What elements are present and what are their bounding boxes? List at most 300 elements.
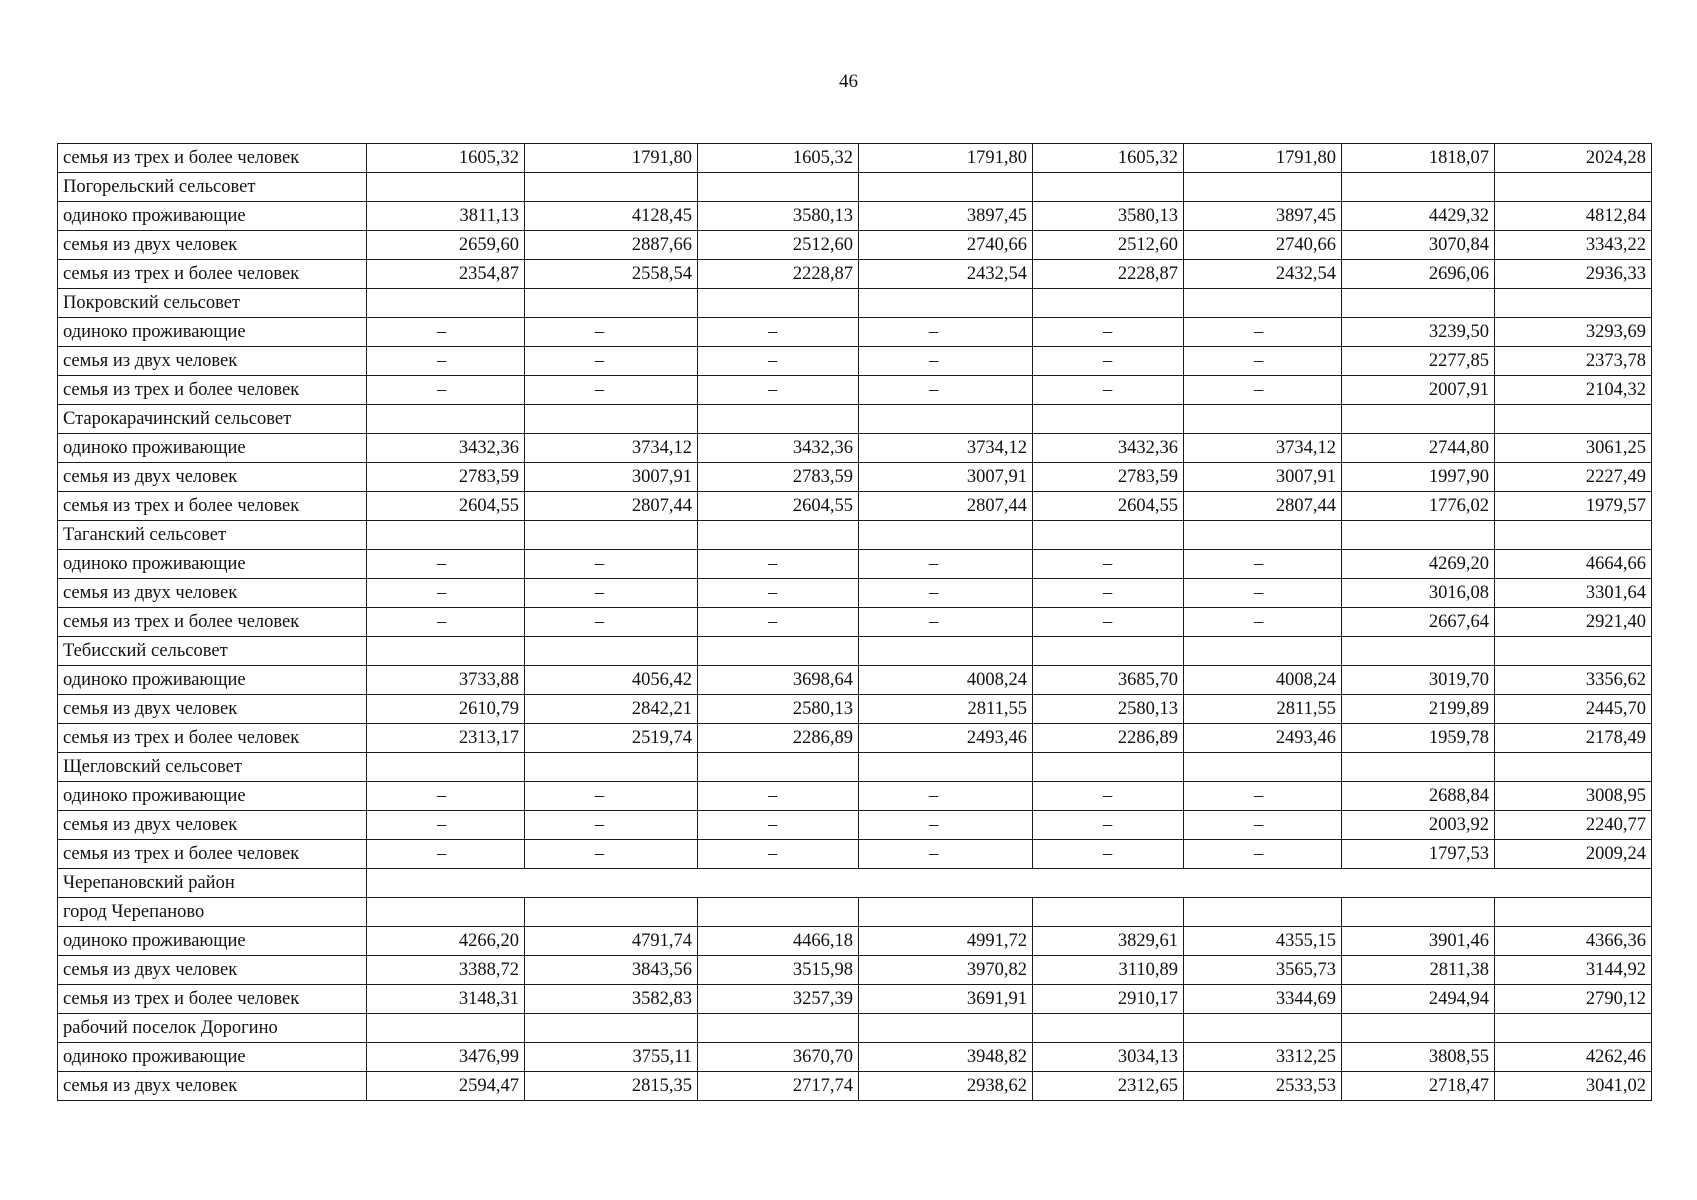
- empty-cell: [698, 289, 859, 318]
- value-cell: 3580,13: [1033, 202, 1184, 231]
- value-cell: –: [859, 608, 1033, 637]
- value-cell: 2286,89: [698, 724, 859, 753]
- row-label: семья из трех и более человек: [58, 724, 367, 753]
- table-row: [58, 666, 1652, 695]
- value-cell: 2740,66: [1184, 231, 1342, 260]
- value-cell: 2740,66: [859, 231, 1033, 260]
- value-cell: –: [525, 608, 698, 637]
- empty-cell: [1342, 753, 1495, 782]
- value-cell: 2493,46: [1184, 724, 1342, 753]
- value-cell: 4429,32: [1342, 202, 1495, 231]
- empty-cell: [367, 637, 525, 666]
- empty-cell: [1033, 289, 1184, 318]
- value-cell: –: [1184, 782, 1342, 811]
- value-cell: 4008,24: [859, 666, 1033, 695]
- value-cell: –: [698, 550, 859, 579]
- value-cell: –: [1033, 840, 1184, 869]
- value-cell: 2610,79: [367, 695, 525, 724]
- empty-cell: [525, 753, 698, 782]
- value-cell: 3148,31: [367, 985, 525, 1014]
- empty-cell: [698, 753, 859, 782]
- empty-cell: [1184, 405, 1342, 434]
- section-row: [58, 898, 1652, 927]
- row-label: семья из трех и более человек: [58, 376, 367, 405]
- table-row: [58, 840, 1652, 869]
- value-cell: –: [1033, 579, 1184, 608]
- table-row: [58, 1043, 1652, 1072]
- empty-cell: [367, 898, 525, 927]
- value-cell: 2228,87: [698, 260, 859, 289]
- value-cell: –: [859, 376, 1033, 405]
- value-cell: 2688,84: [1342, 782, 1495, 811]
- value-cell: –: [367, 579, 525, 608]
- section-label: город Черепаново: [58, 898, 367, 927]
- table-row: [58, 811, 1652, 840]
- empty-cell: [1184, 1014, 1342, 1043]
- value-cell: –: [859, 347, 1033, 376]
- value-cell: 2313,17: [367, 724, 525, 753]
- value-cell: 2811,55: [859, 695, 1033, 724]
- empty-cell: [525, 173, 698, 202]
- value-cell: 2783,59: [698, 463, 859, 492]
- value-cell: 2199,89: [1342, 695, 1495, 724]
- value-cell: –: [1033, 347, 1184, 376]
- value-cell: 2494,94: [1342, 985, 1495, 1014]
- value-cell: 3432,36: [698, 434, 859, 463]
- value-cell: 3670,70: [698, 1043, 859, 1072]
- section-label: Погорельский сельсовет: [58, 173, 367, 202]
- empty-cell: [1495, 405, 1652, 434]
- district-row: [58, 869, 1652, 898]
- empty-cell: [698, 521, 859, 550]
- value-cell: –: [698, 347, 859, 376]
- value-cell: 3144,92: [1495, 956, 1652, 985]
- value-cell: –: [698, 579, 859, 608]
- value-cell: –: [525, 782, 698, 811]
- value-cell: 2921,40: [1495, 608, 1652, 637]
- value-cell: –: [698, 608, 859, 637]
- value-cell: –: [1184, 376, 1342, 405]
- value-cell: –: [525, 811, 698, 840]
- row-label: семья из двух человек: [58, 463, 367, 492]
- empty-cell: [1495, 521, 1652, 550]
- empty-cell: [1184, 289, 1342, 318]
- value-cell: 3691,91: [859, 985, 1033, 1014]
- value-cell: 4466,18: [698, 927, 859, 956]
- empty-cell: [1033, 1014, 1184, 1043]
- section-row: [58, 521, 1652, 550]
- value-cell: 2354,87: [367, 260, 525, 289]
- value-cell: 1979,57: [1495, 492, 1652, 521]
- empty-cell: [859, 898, 1033, 927]
- empty-cell: [1184, 753, 1342, 782]
- row-label: семья из двух человек: [58, 231, 367, 260]
- row-label: семья из двух человек: [58, 956, 367, 985]
- table-row: [58, 608, 1652, 637]
- empty-cell: [1495, 753, 1652, 782]
- value-cell: 4128,45: [525, 202, 698, 231]
- value-cell: 4056,42: [525, 666, 698, 695]
- empty-cell: [367, 289, 525, 318]
- value-cell: 2936,33: [1495, 260, 1652, 289]
- value-cell: 2842,21: [525, 695, 698, 724]
- value-cell: –: [1033, 550, 1184, 579]
- table-row: [58, 434, 1652, 463]
- value-cell: 2696,06: [1342, 260, 1495, 289]
- value-cell: –: [525, 376, 698, 405]
- value-cell: 3061,25: [1495, 434, 1652, 463]
- value-cell: 3301,64: [1495, 579, 1652, 608]
- value-cell: 2512,60: [1033, 231, 1184, 260]
- empty-cell: [367, 1014, 525, 1043]
- row-label: семья из двух человек: [58, 579, 367, 608]
- section-label: Таганский сельсовет: [58, 521, 367, 550]
- section-row: [58, 289, 1652, 318]
- value-cell: 2938,62: [859, 1072, 1033, 1101]
- row-label: семья из двух человек: [58, 695, 367, 724]
- empty-cell: [698, 637, 859, 666]
- value-cell: 2104,32: [1495, 376, 1652, 405]
- value-cell: 1605,32: [698, 144, 859, 173]
- value-cell: 4366,36: [1495, 927, 1652, 956]
- value-cell: 1605,32: [1033, 144, 1184, 173]
- empty-cell: [1033, 637, 1184, 666]
- row-label: одиноко проживающие: [58, 202, 367, 231]
- value-cell: 2003,92: [1342, 811, 1495, 840]
- empty-cell: [1184, 521, 1342, 550]
- empty-cell: [367, 753, 525, 782]
- row-label: семья из трех и более человек: [58, 985, 367, 1014]
- value-cell: –: [367, 318, 525, 347]
- section-label: Старокарачинский сельсовет: [58, 405, 367, 434]
- empty-cell: [1342, 405, 1495, 434]
- value-cell: 3432,36: [1033, 434, 1184, 463]
- value-cell: –: [698, 811, 859, 840]
- section-label: Щегловский сельсовет: [58, 753, 367, 782]
- value-cell: –: [1184, 811, 1342, 840]
- value-cell: 3356,62: [1495, 666, 1652, 695]
- value-cell: 2512,60: [698, 231, 859, 260]
- value-cell: 3257,39: [698, 985, 859, 1014]
- value-cell: 2811,38: [1342, 956, 1495, 985]
- empty-cell: [1495, 289, 1652, 318]
- table-row: [58, 231, 1652, 260]
- empty-cell: [525, 898, 698, 927]
- value-cell: –: [859, 840, 1033, 869]
- empty-cell: [1184, 637, 1342, 666]
- value-cell: 2807,44: [1184, 492, 1342, 521]
- empty-cell: [367, 521, 525, 550]
- value-cell: 2580,13: [1033, 695, 1184, 724]
- value-cell: 3843,56: [525, 956, 698, 985]
- value-cell: 2178,49: [1495, 724, 1652, 753]
- value-cell: 4269,20: [1342, 550, 1495, 579]
- value-cell: 4991,72: [859, 927, 1033, 956]
- value-cell: 3007,91: [525, 463, 698, 492]
- value-cell: 2312,65: [1033, 1072, 1184, 1101]
- row-label: семья из двух человек: [58, 347, 367, 376]
- value-cell: 2432,54: [1184, 260, 1342, 289]
- table-row: [58, 985, 1652, 1014]
- value-cell: 3734,12: [1184, 434, 1342, 463]
- empty-cell: [859, 173, 1033, 202]
- value-cell: 3312,25: [1184, 1043, 1342, 1072]
- value-cell: 1791,80: [525, 144, 698, 173]
- value-cell: –: [698, 782, 859, 811]
- value-cell: 2718,47: [1342, 1072, 1495, 1101]
- value-cell: 4791,74: [525, 927, 698, 956]
- value-cell: –: [1033, 608, 1184, 637]
- section-label: Покровский сельсовет: [58, 289, 367, 318]
- value-cell: 3948,82: [859, 1043, 1033, 1072]
- value-cell: –: [859, 782, 1033, 811]
- value-cell: 3034,13: [1033, 1043, 1184, 1072]
- value-cell: 4008,24: [1184, 666, 1342, 695]
- value-cell: 1797,53: [1342, 840, 1495, 869]
- empty-cell: [859, 637, 1033, 666]
- value-cell: –: [859, 318, 1033, 347]
- value-cell: 2744,80: [1342, 434, 1495, 463]
- value-cell: 2815,35: [525, 1072, 698, 1101]
- value-cell: –: [367, 550, 525, 579]
- empty-cell: [1495, 173, 1652, 202]
- value-cell: 4812,84: [1495, 202, 1652, 231]
- value-cell: 2493,46: [859, 724, 1033, 753]
- value-cell: 3811,13: [367, 202, 525, 231]
- row-label: одиноко проживающие: [58, 434, 367, 463]
- value-cell: 2790,12: [1495, 985, 1652, 1014]
- row-label: одиноко проживающие: [58, 550, 367, 579]
- value-cell: –: [525, 579, 698, 608]
- value-cell: 2007,91: [1342, 376, 1495, 405]
- value-cell: –: [859, 579, 1033, 608]
- value-cell: 3041,02: [1495, 1072, 1652, 1101]
- value-cell: 3580,13: [698, 202, 859, 231]
- value-cell: 3476,99: [367, 1043, 525, 1072]
- empty-cell: [698, 173, 859, 202]
- table-row: [58, 695, 1652, 724]
- value-cell: 2009,24: [1495, 840, 1652, 869]
- section-row: [58, 405, 1652, 434]
- value-cell: –: [698, 840, 859, 869]
- value-cell: 3565,73: [1184, 956, 1342, 985]
- value-cell: –: [367, 840, 525, 869]
- value-cell: 1776,02: [1342, 492, 1495, 521]
- value-cell: –: [1033, 376, 1184, 405]
- row-label: семья из трех и более человек: [58, 840, 367, 869]
- empty-cell: [525, 637, 698, 666]
- value-cell: 3344,69: [1184, 985, 1342, 1014]
- value-cell: 2604,55: [1033, 492, 1184, 521]
- table-row: [58, 347, 1652, 376]
- value-cell: 3734,12: [525, 434, 698, 463]
- value-cell: 3734,12: [859, 434, 1033, 463]
- value-cell: 4266,20: [367, 927, 525, 956]
- table-body: [58, 144, 1652, 1101]
- value-cell: 2807,44: [859, 492, 1033, 521]
- value-cell: 3970,82: [859, 956, 1033, 985]
- value-cell: –: [698, 318, 859, 347]
- value-cell: 1818,07: [1342, 144, 1495, 173]
- value-cell: 3239,50: [1342, 318, 1495, 347]
- value-cell: –: [525, 347, 698, 376]
- value-cell: 2604,55: [367, 492, 525, 521]
- empty-cell: [525, 405, 698, 434]
- value-cell: 2533,53: [1184, 1072, 1342, 1101]
- table-row: [58, 1072, 1652, 1101]
- table-row: [58, 782, 1652, 811]
- table-row: [58, 260, 1652, 289]
- value-cell: 2432,54: [859, 260, 1033, 289]
- table-row: [58, 202, 1652, 231]
- value-cell: 3685,70: [1033, 666, 1184, 695]
- empty-cell: [1342, 1014, 1495, 1043]
- empty-cell: [1342, 521, 1495, 550]
- value-cell: 3007,91: [1184, 463, 1342, 492]
- empty-cell: [1495, 1014, 1652, 1043]
- value-cell: 3070,84: [1342, 231, 1495, 260]
- empty-cell: [1342, 173, 1495, 202]
- value-cell: 2240,77: [1495, 811, 1652, 840]
- empty-cell: [1184, 898, 1342, 927]
- value-cell: 2227,49: [1495, 463, 1652, 492]
- value-cell: –: [1184, 840, 1342, 869]
- value-cell: 1791,80: [1184, 144, 1342, 173]
- value-cell: 2659,60: [367, 231, 525, 260]
- table-row: [58, 550, 1652, 579]
- value-cell: 3293,69: [1495, 318, 1652, 347]
- value-cell: 2604,55: [698, 492, 859, 521]
- value-cell: –: [1033, 811, 1184, 840]
- value-cell: 2373,78: [1495, 347, 1652, 376]
- value-cell: 2807,44: [525, 492, 698, 521]
- value-cell: 2580,13: [698, 695, 859, 724]
- row-label: одиноко проживающие: [58, 666, 367, 695]
- row-label: одиноко проживающие: [58, 1043, 367, 1072]
- value-cell: 1997,90: [1342, 463, 1495, 492]
- value-cell: 3343,22: [1495, 231, 1652, 260]
- value-cell: 2277,85: [1342, 347, 1495, 376]
- empty-cell: [1184, 173, 1342, 202]
- empty-cell: [1342, 637, 1495, 666]
- row-label: семья из трех и более человек: [58, 260, 367, 289]
- value-cell: 3582,83: [525, 985, 698, 1014]
- value-cell: –: [1033, 782, 1184, 811]
- value-cell: 3019,70: [1342, 666, 1495, 695]
- empty-cell: [859, 1014, 1033, 1043]
- value-cell: 3755,11: [525, 1043, 698, 1072]
- empty-cell: [859, 521, 1033, 550]
- value-cell: 2445,70: [1495, 695, 1652, 724]
- empty-cell: [1495, 898, 1652, 927]
- section-label: рабочий поселок Дорогино: [58, 1014, 367, 1043]
- value-cell: 2717,74: [698, 1072, 859, 1101]
- row-label: семья из двух человек: [58, 1072, 367, 1101]
- value-cell: 2667,64: [1342, 608, 1495, 637]
- value-cell: 2783,59: [367, 463, 525, 492]
- value-cell: 3016,08: [1342, 579, 1495, 608]
- section-row: [58, 173, 1652, 202]
- table-row: [58, 492, 1652, 521]
- table-row: [58, 376, 1652, 405]
- section-row: [58, 753, 1652, 782]
- empty-cell: [698, 405, 859, 434]
- value-cell: –: [367, 376, 525, 405]
- value-cell: 2910,17: [1033, 985, 1184, 1014]
- table-row: [58, 724, 1652, 753]
- value-cell: –: [367, 811, 525, 840]
- value-cell: 2558,54: [525, 260, 698, 289]
- value-cell: –: [367, 608, 525, 637]
- value-cell: –: [1184, 550, 1342, 579]
- empty-cell: [1342, 898, 1495, 927]
- empty-cell: [698, 1014, 859, 1043]
- empty-cell: [859, 289, 1033, 318]
- value-cell: 1959,78: [1342, 724, 1495, 753]
- value-cell: 2887,66: [525, 231, 698, 260]
- empty-cell: [367, 173, 525, 202]
- value-cell: –: [367, 347, 525, 376]
- value-cell: 2228,87: [1033, 260, 1184, 289]
- row-label: семья из трех и более человек: [58, 144, 367, 173]
- value-cell: 3897,45: [859, 202, 1033, 231]
- value-cell: –: [859, 550, 1033, 579]
- district-label: Черепановский район: [58, 869, 367, 898]
- value-cell: –: [367, 782, 525, 811]
- empty-cell: [1342, 289, 1495, 318]
- value-cell: 3388,72: [367, 956, 525, 985]
- value-cell: 3901,46: [1342, 927, 1495, 956]
- row-label: семья из двух человек: [58, 811, 367, 840]
- value-cell: 2783,59: [1033, 463, 1184, 492]
- value-cell: 3007,91: [859, 463, 1033, 492]
- value-cell: 3110,89: [1033, 956, 1184, 985]
- section-label: Тебисский сельсовет: [58, 637, 367, 666]
- row-label: одиноко проживающие: [58, 782, 367, 811]
- value-cell: –: [698, 376, 859, 405]
- value-cell: –: [859, 811, 1033, 840]
- row-label: одиноко проживающие: [58, 927, 367, 956]
- value-cell: 2594,47: [367, 1072, 525, 1101]
- value-cell: 4355,15: [1184, 927, 1342, 956]
- value-cell: 1791,80: [859, 144, 1033, 173]
- value-cell: –: [525, 840, 698, 869]
- tariff-table: [57, 143, 1652, 1101]
- row-label: семья из трех и более человек: [58, 608, 367, 637]
- table-row: [58, 463, 1652, 492]
- table-row: [58, 318, 1652, 347]
- row-label: семья из трех и более человек: [58, 492, 367, 521]
- value-cell: –: [1184, 318, 1342, 347]
- value-cell: 3515,98: [698, 956, 859, 985]
- value-cell: 4262,46: [1495, 1043, 1652, 1072]
- value-cell: 4664,66: [1495, 550, 1652, 579]
- empty-cell: [698, 898, 859, 927]
- value-cell: 2519,74: [525, 724, 698, 753]
- value-cell: 2024,28: [1495, 144, 1652, 173]
- empty-cell: [1033, 405, 1184, 434]
- value-cell: –: [1033, 318, 1184, 347]
- value-cell: –: [525, 550, 698, 579]
- section-row: [58, 1014, 1652, 1043]
- value-cell: 2811,55: [1184, 695, 1342, 724]
- value-cell: –: [1184, 579, 1342, 608]
- table-row: [58, 927, 1652, 956]
- table-row: [58, 956, 1652, 985]
- empty-cell: [859, 753, 1033, 782]
- value-cell: –: [1184, 347, 1342, 376]
- section-row: [58, 637, 1652, 666]
